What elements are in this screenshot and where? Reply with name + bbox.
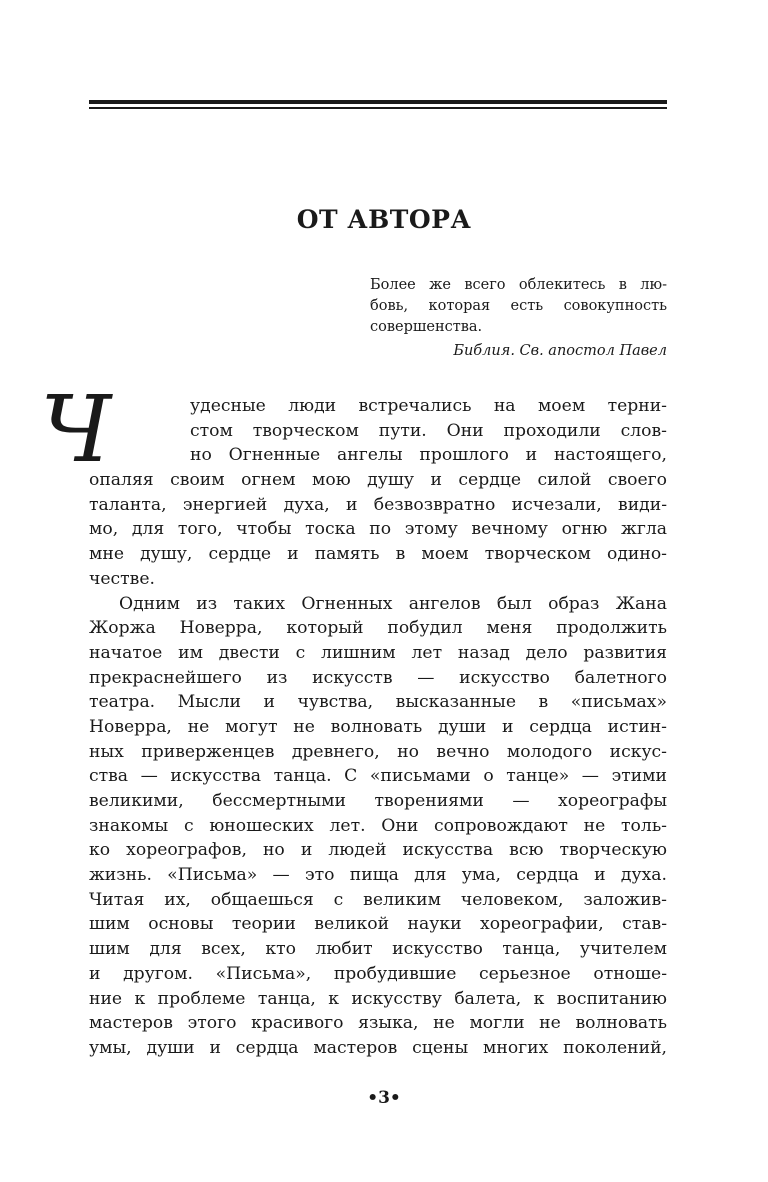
epigraph-line: Более же всего облекитесь в лю- xyxy=(370,277,667,293)
text-line: знакомы с юношеских лет. Они сопровождают не толь- xyxy=(89,815,667,836)
header-rule-thin xyxy=(89,107,667,109)
text-line: ных приверженцев древнего, но вечно молодого искус- xyxy=(89,741,667,762)
text-line: умы, души и сердца мастеров сцены многих поколений, xyxy=(89,1037,667,1058)
text-line: театра. Мысли и чувства, высказанные в «письмах» xyxy=(89,692,667,713)
text-line: великими, бессмертными творениями — хореографы xyxy=(89,791,667,811)
text-line: жизнь. «Письма» — это пища для ума, сердца и духа. xyxy=(89,865,667,886)
text-line: Жоржа Новерра, который побудил меня продолжить xyxy=(89,618,667,639)
text-line: прекраснейшего из искусств — искусство балетного xyxy=(89,667,667,688)
text-line: мне душу, сердце и память в моем творческом одино- xyxy=(89,544,667,565)
text-line: таланта, энергией духа, и безвозвратно исчезали, види- xyxy=(89,494,667,515)
drop-cap: Ч xyxy=(40,376,112,483)
text-line: ства — искусства танца. С «письмами о танце» — этими xyxy=(89,766,667,787)
epigraph xyxy=(370,275,667,338)
body-text xyxy=(89,394,667,1061)
text-line: начатое им двести с лишним лет назад дело развития xyxy=(89,642,667,663)
text-line: и другом. «Письма», пробудившие серьезное отноше- xyxy=(89,963,667,984)
header-rule-thick xyxy=(89,100,667,104)
text-line: опаляя своим огнем мою душу и сердце силой своего xyxy=(89,470,667,491)
epigraph-line: совершенства. xyxy=(370,319,483,335)
text-line: но Огненные ангелы прошлого и настоящего, xyxy=(190,445,667,466)
text-line: мастеров этого красивого языка, не могли не волновать xyxy=(89,1013,667,1034)
text-line: ние к проблеме танца, к искусству балета, к воспитанию xyxy=(89,988,667,1009)
text-line: мо, для того, чтобы тоска по этому вечному огню жгла xyxy=(89,519,667,540)
page-number: •3• xyxy=(367,1088,401,1108)
text-line: Новерра, не могут не волновать души и сердца истин- xyxy=(89,716,667,737)
text-line: шим основы теории великой науки хореографии, став- xyxy=(89,914,667,935)
text-line: ко хореографов, но и людей искусства всю творческую xyxy=(89,840,667,861)
text-line: удесные люди встречались на моем терни- xyxy=(190,396,667,416)
text-line: Читая их, общаешься с великим человеком, заложив- xyxy=(89,889,667,910)
page-title: ОТ АВТОРА xyxy=(296,205,472,234)
text-line: честве. xyxy=(89,568,155,589)
text-line: стом творческом пути. Они проходили слов- xyxy=(190,420,667,441)
text-line: шим для всех, кто любит искусство танца, учителем xyxy=(89,939,667,960)
epigraph-line: бовь, которая есть совокупность xyxy=(370,298,667,314)
epigraph-source: Библия. Св. апостол Павел xyxy=(453,343,667,359)
text-line: Одним из таких Огненных ангелов был образ Жана xyxy=(119,593,667,614)
